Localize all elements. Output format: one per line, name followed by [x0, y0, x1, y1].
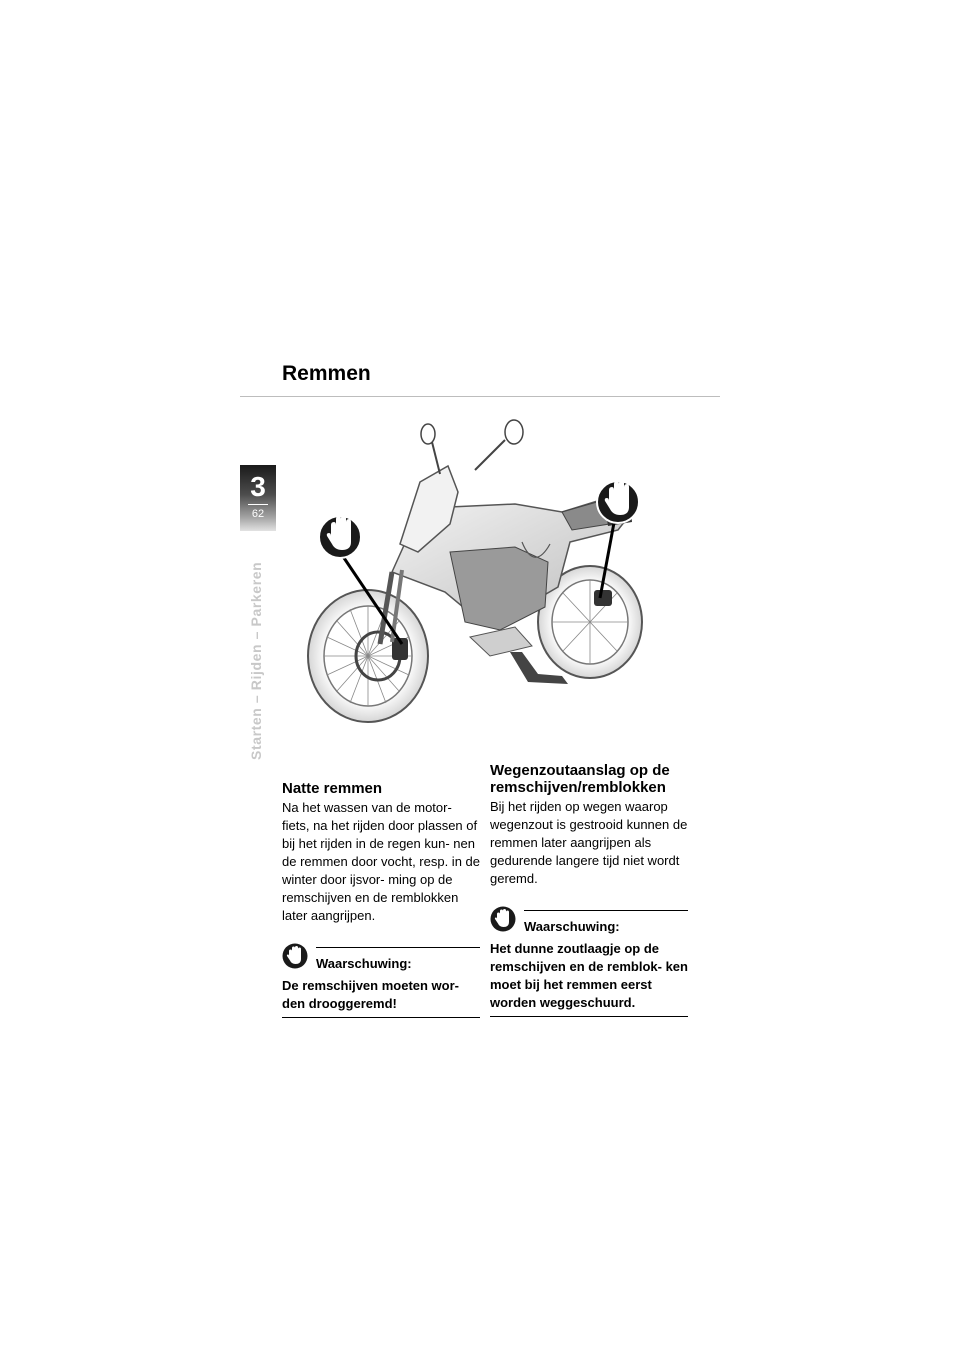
section-wet-brakes: [282, 780, 480, 1018]
warning-box: [282, 947, 480, 1018]
section-body: Na het wassen van de motor- fiets, na het rijden door plassen of bij het rijden in de regen kun- nen de remmen door vocht, resp. in de winter door ijsvor- ming op de remschijven en de remblokken later aangrijpen.: [282, 800, 480, 923]
warning-title: Waarschuwing:: [316, 956, 412, 971]
front-brake-warning-hand: [319, 515, 361, 558]
warning-title: Waarschuwing:: [524, 919, 620, 934]
rear-brake-warning-hand: [597, 480, 639, 523]
title-divider: [240, 396, 720, 397]
chapter-divider: [248, 504, 268, 505]
motorcycle-illustration: [300, 412, 660, 732]
warning-box: [490, 910, 688, 1017]
section-heading: Wegenzoutaanslag op de remschijven/remblokken: [490, 762, 670, 796]
chapter-side-label: Starten – Rijden – Parkeren: [248, 561, 264, 760]
page-title: Remmen: [282, 362, 371, 385]
warning-rule: [316, 947, 480, 948]
section-heading: Natte remmen: [282, 780, 383, 797]
warning-text: Het dunne zoutlaagje op de remschijven en de remblok- ken moet bij het remmen eerst worden weggeschuurd.: [490, 940, 688, 1017]
front-wheel: [308, 590, 428, 722]
warning-rule: [524, 910, 688, 911]
chapter-number: 3: [250, 471, 266, 502]
chapter-tab: [240, 465, 276, 531]
warning-hand-icon: [282, 943, 308, 969]
section-body: Bij het rijden op wegen waarop wegenzout is gestrooid kunnen de remmen later aangrijpen als gedurende langere tijd niet wordt geremd.: [490, 799, 688, 886]
warning-hand-icon: [490, 906, 516, 932]
section-road-salt: [490, 762, 688, 1017]
page-number: 62: [251, 508, 265, 520]
warning-text: De remschijven moeten wor- den drooggeremd!: [282, 977, 480, 1018]
